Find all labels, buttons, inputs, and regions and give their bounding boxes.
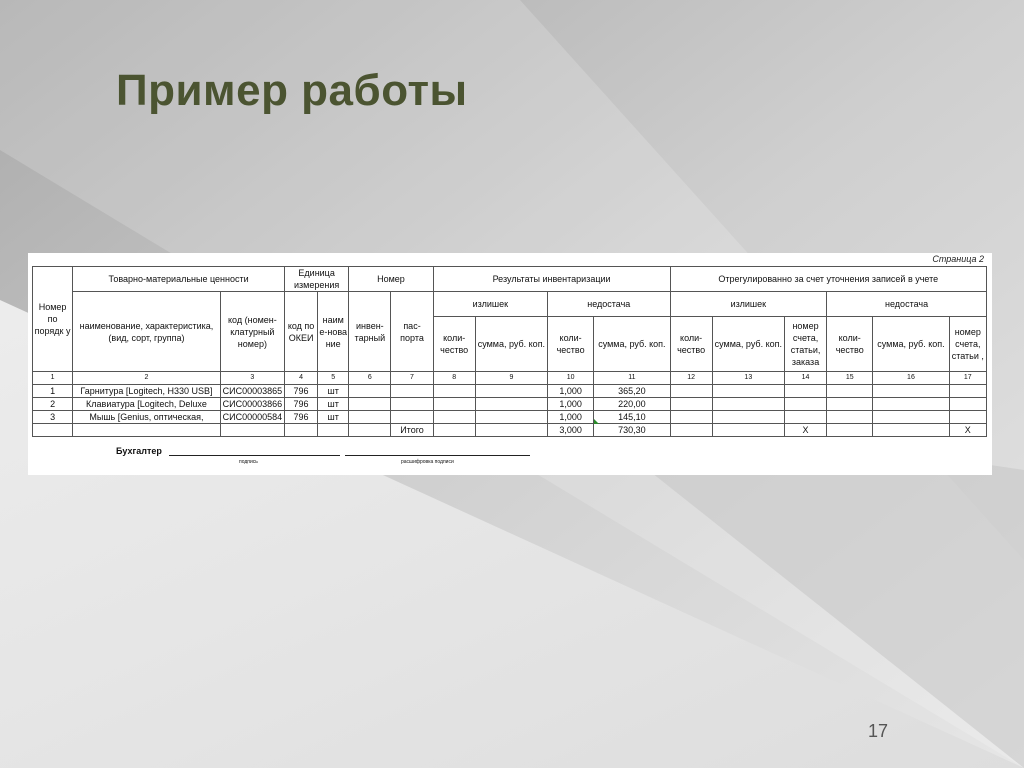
header-row-number: Номер по порядк у xyxy=(33,267,73,372)
item-shortage-qty: 1,000 xyxy=(548,385,594,398)
row-index: 2 xyxy=(33,398,73,411)
column-number: 16 xyxy=(873,372,949,385)
header-surplus-adjusted: излишек xyxy=(670,292,827,317)
table-row xyxy=(33,385,987,398)
column-number: 2 xyxy=(73,372,221,385)
header-unit-name: наим е-нова ние xyxy=(318,292,349,372)
header-number: Номер xyxy=(349,267,433,292)
column-number: 3 xyxy=(220,372,284,385)
item-shortage-sum: 365,20 xyxy=(594,385,670,398)
column-number: 7 xyxy=(391,372,433,385)
item-shortage-qty: 1,000 xyxy=(548,411,594,424)
total-x-mark: X xyxy=(949,424,986,437)
header-qty: коли-чество xyxy=(670,317,712,372)
item-code: СИС00003865 xyxy=(220,385,284,398)
header-qty: коли-чество xyxy=(433,317,475,372)
total-qty: 3,000 xyxy=(548,424,594,437)
column-number: 15 xyxy=(827,372,873,385)
column-number: 14 xyxy=(784,372,826,385)
header-qty: коли-чество xyxy=(827,317,873,372)
inventory-table xyxy=(32,266,987,437)
header-inventory-number: инвен-тарный xyxy=(349,292,391,372)
header-code: код (номен-клатурный номер) xyxy=(220,292,284,372)
header-results: Результаты инвентаризации xyxy=(433,267,670,292)
header-tmc: Товарно-материальные ценности xyxy=(73,267,285,292)
slide-page-number: 17 xyxy=(868,721,889,741)
column-number: 5 xyxy=(318,372,349,385)
header-account: номер счета, статьи, заказа xyxy=(784,317,826,372)
header-sum: сумма, руб. коп. xyxy=(873,317,949,372)
accountant-label: Бухгалтер xyxy=(116,446,162,456)
row-index: 3 xyxy=(33,411,73,424)
header-name: наименование, характеристика, (вид, сорт, группа) xyxy=(73,292,221,372)
decode-line xyxy=(345,455,530,456)
column-number: 13 xyxy=(712,372,784,385)
item-shortage-qty: 1,000 xyxy=(548,398,594,411)
total-row xyxy=(33,424,987,437)
item-unit: шт xyxy=(318,411,349,424)
table-row xyxy=(33,411,987,424)
item-code: СИС00000584 xyxy=(220,411,284,424)
total-sum: 730,30 xyxy=(594,424,670,437)
signature-caption: подпись xyxy=(239,459,258,465)
item-shortage-sum: 145,10 xyxy=(594,411,670,424)
cell-comment-marker xyxy=(594,419,599,424)
header-sum: сумма, руб. коп. xyxy=(594,317,670,372)
header-shortage: недостача xyxy=(548,292,671,317)
item-okei: 796 xyxy=(285,411,318,424)
column-number: 12 xyxy=(670,372,712,385)
header-adjusted: Отрегулированно за счет уточнения записей в учете xyxy=(670,267,986,292)
decode-caption: расшифровка подписи xyxy=(401,459,454,465)
item-unit: шт xyxy=(318,385,349,398)
column-number: 8 xyxy=(433,372,475,385)
column-number: 1 xyxy=(33,372,73,385)
item-shortage-sum: 220,00 xyxy=(594,398,670,411)
item-okei: 796 xyxy=(285,398,318,411)
slide-title: Пример работы xyxy=(116,66,468,115)
item-unit: шт xyxy=(318,398,349,411)
header-unit: Единица измерения xyxy=(285,267,349,292)
header-sum: сумма, руб. коп. xyxy=(712,317,784,372)
accountant-signature-block xyxy=(116,446,546,465)
row-index: 1 xyxy=(33,385,73,398)
item-name: Клавиатура [Logitech, Deluxe xyxy=(73,398,221,411)
column-number: 11 xyxy=(594,372,670,385)
column-number: 10 xyxy=(548,372,594,385)
item-code: СИС00003866 xyxy=(220,398,284,411)
page-label: Страница 2 xyxy=(932,254,984,264)
header-okei: код по ОКЕИ xyxy=(285,292,318,372)
column-number: 17 xyxy=(949,372,986,385)
item-okei: 796 xyxy=(285,385,318,398)
header-qty: коли-чество xyxy=(548,317,594,372)
column-number: 6 xyxy=(349,372,391,385)
inventory-form-sheet xyxy=(28,253,992,475)
header-sum: сумма, руб. коп. xyxy=(475,317,547,372)
item-name: Мышь [Genius, оптическая, xyxy=(73,411,221,424)
header-shortage-adjusted: недостача xyxy=(827,292,987,317)
total-label: Итого xyxy=(391,424,433,437)
column-number: 4 xyxy=(285,372,318,385)
header-account: номер счета, статьи , xyxy=(949,317,986,372)
header-passport: пас-порта xyxy=(391,292,433,372)
header-surplus: излишек xyxy=(433,292,547,317)
column-number: 9 xyxy=(475,372,547,385)
table-row xyxy=(33,398,987,411)
item-name: Гарнитура [Logitech, H330 USB] xyxy=(73,385,221,398)
total-x-mark: X xyxy=(784,424,826,437)
signature-line xyxy=(169,455,340,456)
